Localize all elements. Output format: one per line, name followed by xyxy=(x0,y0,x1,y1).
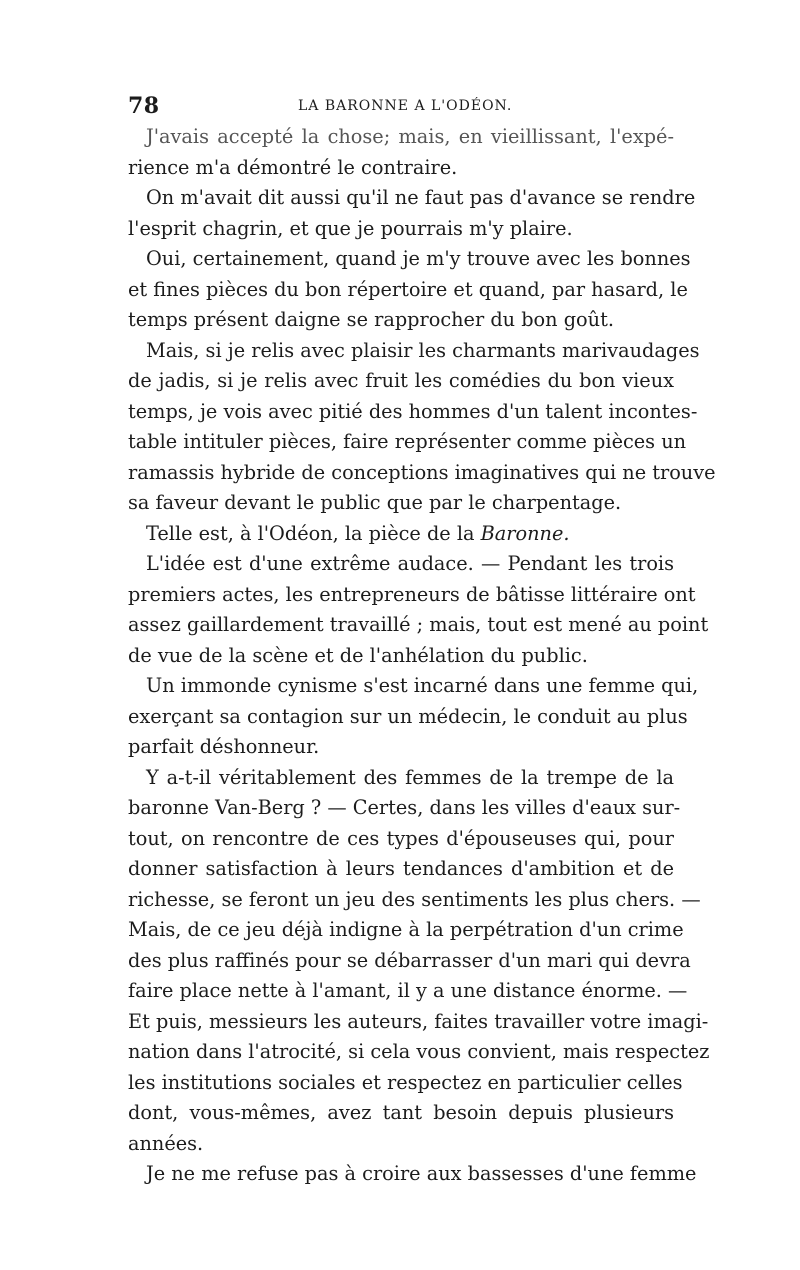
text-line: rience m'a démontré le contraire. xyxy=(128,155,458,179)
text-line: Mais, de ce jeu déjà indigne à la perpétration d'un crime xyxy=(128,918,684,941)
text-line: J'avais accepté la chose; mais, en vieillissant, l'expé- xyxy=(146,125,674,148)
text-line: premiers actes, les entrepreneurs de bâtisse littéraire ont xyxy=(128,582,696,606)
text-line: richesse, se feront un jeu des sentiments les plus chers. — xyxy=(128,887,701,911)
text-line: temps présent daigne se rapprocher du bon goût. xyxy=(128,308,614,331)
page-number: 78 xyxy=(128,93,160,119)
text-line: Et puis, messieurs les auteurs, faites travailler votre imagi- xyxy=(128,1009,709,1033)
text-line: exerçant sa contagion sur un médecin, le conduit au plus xyxy=(128,704,688,728)
text-line: des plus raffinés pour se débarrasser d'un mari qui devra xyxy=(128,948,691,972)
text-line: parfait déshonneur. xyxy=(128,735,320,758)
text-line: années. xyxy=(128,1131,204,1155)
text-line: de jadis, si je relis avec fruit les comédies du bon vieux xyxy=(128,369,674,392)
text-line: faire place nette à l'amant, il y a une distance énorme. — xyxy=(128,979,688,1002)
text-line: temps, je vois avec pitié des hommes d'un talent incontes- xyxy=(128,399,698,423)
text-line: On m'avait dit aussi qu'il ne faut pas d'avance se rendre xyxy=(146,186,696,209)
body-text xyxy=(128,122,716,1190)
text-line: l'esprit chagrin, et que je pourrais m'y plaire. xyxy=(128,216,573,240)
text-line: et fines pièces du bon répertoire et quand, par hasard, le xyxy=(128,277,688,301)
text-line: table intituler pièces, faire représenter comme pièces un xyxy=(128,430,687,453)
text-line: L'idée est d'une extrême audace. — Pendant les trois xyxy=(146,552,674,575)
play-title: Baronne. xyxy=(480,521,570,545)
text-line: donner satisfaction à leurs tendances d'ambition et de xyxy=(128,857,674,880)
running-head: LA BARONNE A L'ODÉON. xyxy=(298,98,513,114)
text-line: baronne Van-Berg ? — Certes, dans les villes d'eaux sur- xyxy=(128,796,681,819)
text-line: les institutions sociales et respectez en particulier celles xyxy=(128,1070,683,1094)
text-line: tout, on rencontre de ces types d'épouseuses qui, pour xyxy=(128,826,674,850)
text-line: Telle est, à l'Odéon, la pièce de la Baronne. xyxy=(146,521,570,545)
page-header xyxy=(128,93,674,123)
text-line: dont, vous-mêmes, avez tant besoin depuis plusieurs xyxy=(128,1101,674,1124)
text-line: ramassis hybride de conceptions imaginatives qui ne trouve xyxy=(128,460,716,484)
text-line: Y a-t-il véritablement des femmes de la trempe de la xyxy=(146,765,674,789)
text-line: Un immonde cynisme s'est incarné dans une femme qui, xyxy=(146,674,699,697)
text-line: Je ne me refuse pas à croire aux bassesses d'une femme xyxy=(146,1162,697,1185)
text-line: nation dans l'atrocité, si cela vous convient, mais respectez xyxy=(128,1040,710,1063)
text-line: sa faveur devant le public que par le charpentage. xyxy=(128,491,622,514)
text-line: Mais, si je relis avec plaisir les charmants marivaudages xyxy=(146,338,700,362)
text-line: Oui, certainement, quand je m'y trouve avec les bonnes xyxy=(146,247,691,270)
text-line: de vue de la scène et de l'anhélation du public. xyxy=(128,643,588,667)
text-line: assez gaillardement travaillé ; mais, tout est mené au point xyxy=(128,613,709,636)
